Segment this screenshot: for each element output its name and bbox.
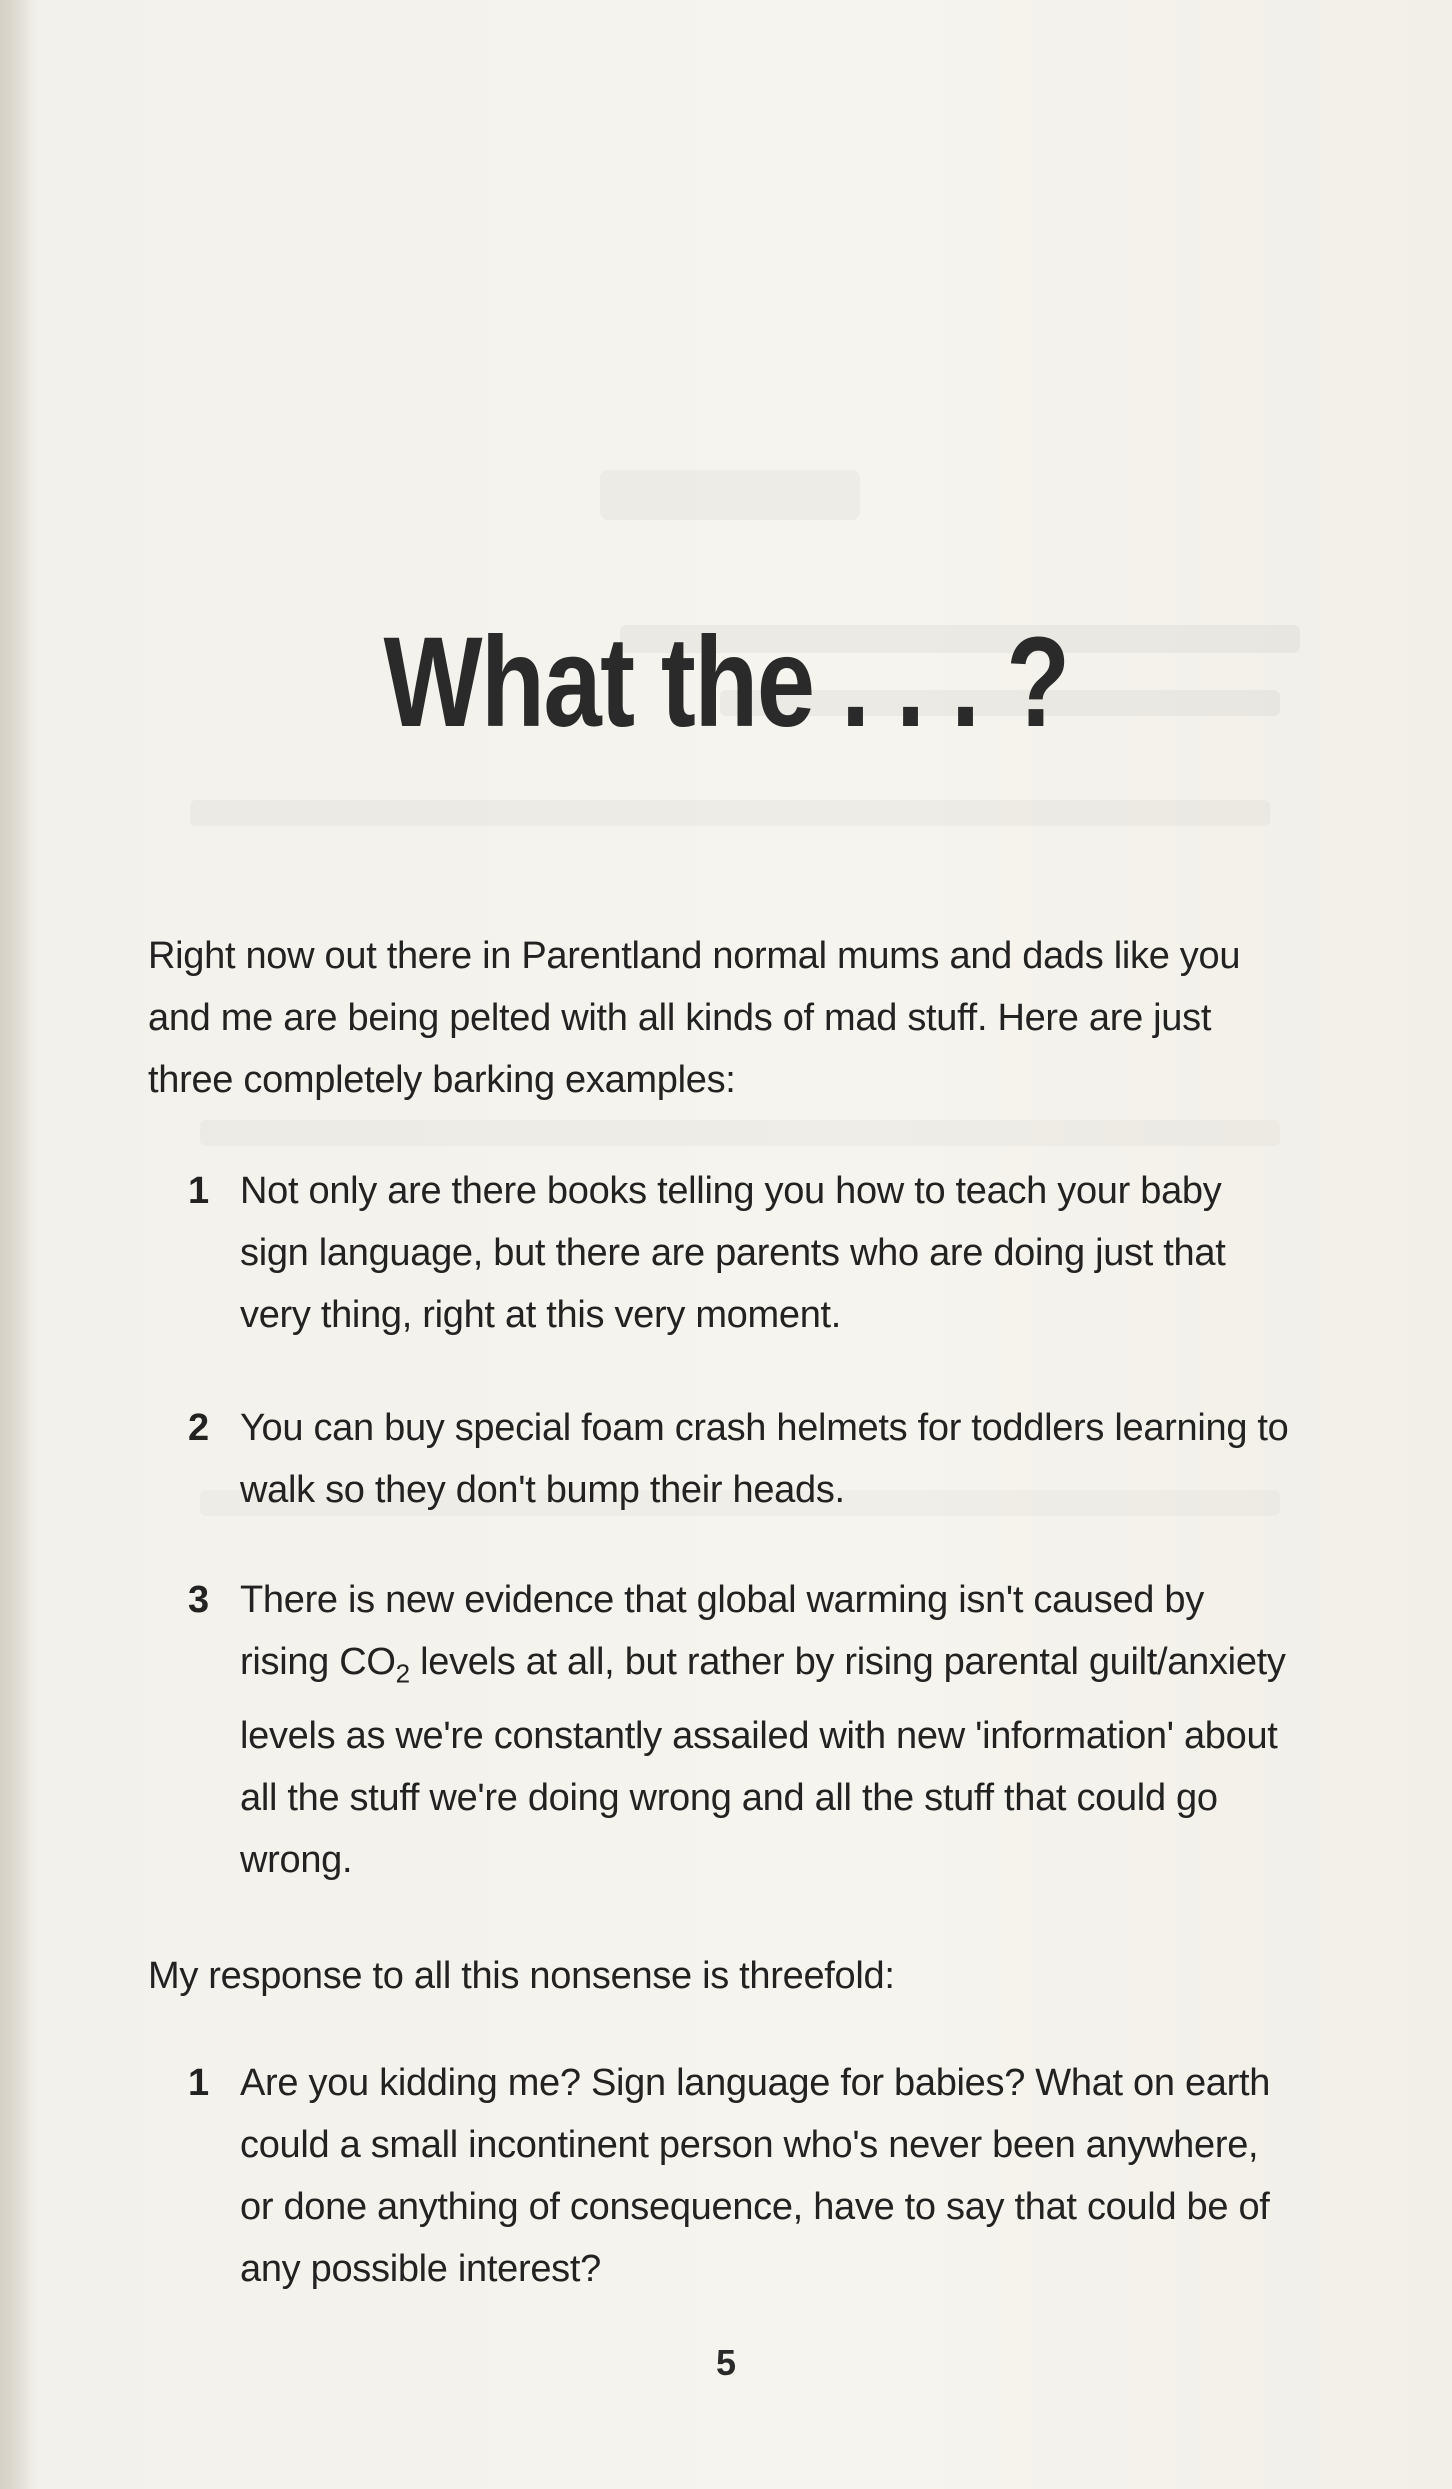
- example-item: [188, 1160, 1298, 1346]
- intro-paragraph: Right now out there in Parentland normal mums and dads like you and me are being pelted with all kinds of mad stuff. Here are just three completely barking examples:: [148, 935, 1241, 1101]
- example-item: [188, 1397, 1298, 1521]
- show-through-shadow: [200, 1120, 1280, 1146]
- response-number: 1: [188, 2062, 209, 2104]
- example-text: [240, 1569, 1298, 1891]
- example-text-after: levels at all, but rather by rising parental guilt/anxiety levels as we're constantly assailed with new 'information' about all the stuff we're doing wrong and all the stuff that could go wrong.: [240, 1641, 1286, 1881]
- example-number: 1: [188, 1170, 209, 1212]
- show-through-shadow: [600, 470, 860, 520]
- example-number: 3: [188, 1579, 209, 1621]
- page-number: 5: [715, 2342, 737, 2383]
- example-text-before: There is new evidence that global warming isn't caused by rising CO: [240, 1579, 1204, 1683]
- example-number: 2: [188, 1407, 209, 1449]
- example-text: Not only are there books telling you how to teach your baby sign language, but there are parents who are doing just that very thing, right at this very moment.: [240, 1170, 1226, 1336]
- response-item: [188, 2052, 1298, 2300]
- response-intro: My response to all this nonsense is threefold:: [148, 1955, 895, 1997]
- response-text: Are you kidding me? Sign language for babies? What on earth could a small incontinent person who's never been anywhere, or done anything of consequence, have to say that could be of any possible interest?: [240, 2062, 1271, 2290]
- page-gutter-shadow: [0, 0, 32, 2489]
- show-through-shadow: [190, 800, 1270, 826]
- example-item: [188, 1569, 1298, 1891]
- co2-subscript: 2: [395, 1658, 410, 1689]
- chapter-title: What the . . . ?: [383, 611, 1069, 754]
- example-text: You can buy special foam crash helmets for toddlers learning to walk so they don't bump their heads.: [240, 1407, 1289, 1511]
